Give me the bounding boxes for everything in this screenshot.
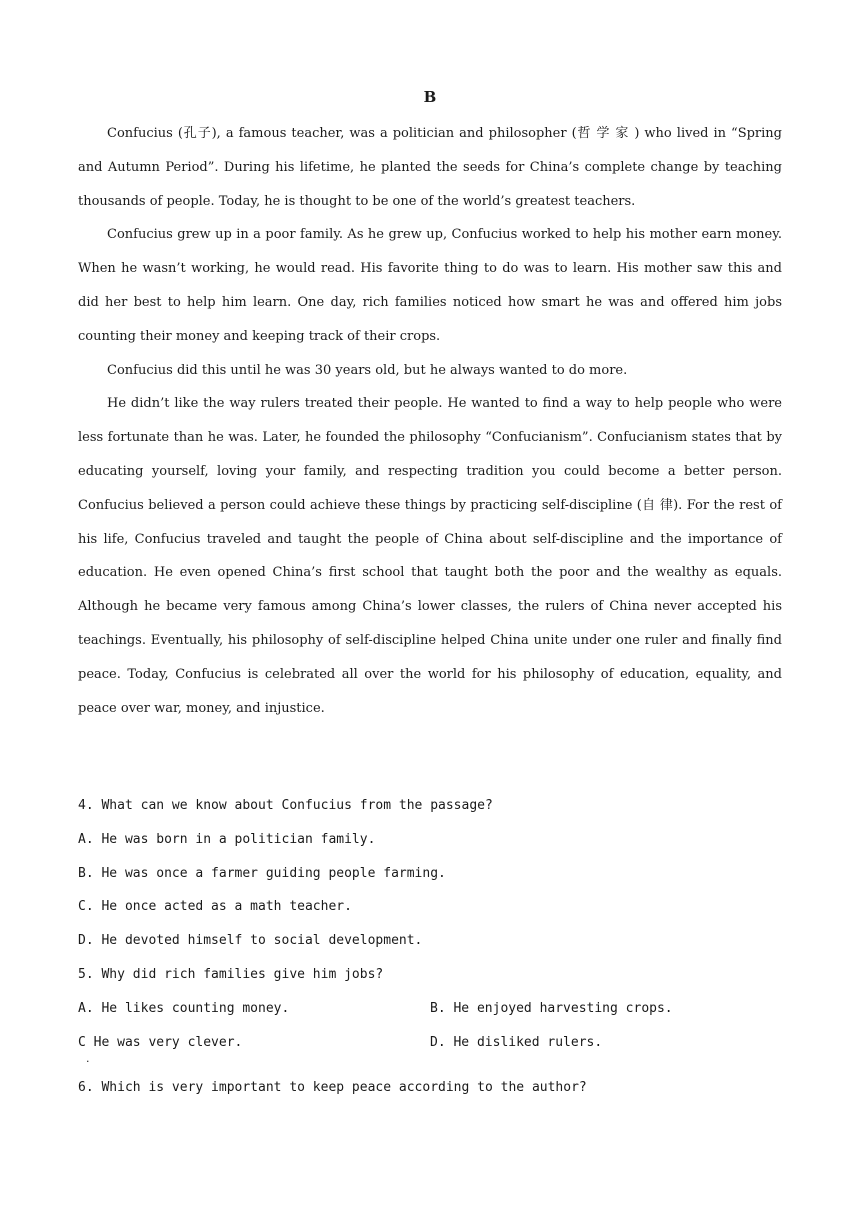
stray-dot-mark: . bbox=[86, 1052, 90, 1065]
question-5-option-b: B. He enjoyed harvesting crops. bbox=[430, 1000, 673, 1016]
question-5-options-row-1 bbox=[78, 992, 782, 1026]
question-6 bbox=[78, 1071, 782, 1105]
question-5 bbox=[78, 958, 782, 1059]
question-4-option-b: B. He was once a farmer guiding people farming. bbox=[78, 865, 446, 881]
question-4-option-c: C. He once acted as a math teacher. bbox=[78, 899, 352, 915]
question-4 bbox=[78, 789, 782, 958]
question-5-options-row-2 bbox=[78, 1026, 782, 1060]
question-4-option-d: D. He devoted himself to social development. bbox=[78, 933, 423, 949]
passage-paragraph-3: Confucius did this until he was 30 years old, but he always wanted to do more. bbox=[107, 362, 628, 378]
question-4-option-a: A. He was born in a politician family. bbox=[78, 831, 376, 847]
question-4-stem: 4. What can we know about Confucius from the passage? bbox=[78, 798, 493, 813]
passage-paragraph-2: Confucius grew up in a poor family. As he grew up, Confucius worked to help his mother earn money. When he wasn’t working, he would read. His favorite thing to do was to learn. His mother saw this and did her best to help him learn. One day, rich families noticed how smart he was and offered him jobs counting their money and keeping track of their crops. bbox=[78, 227, 782, 344]
question-5-option-d: D. He disliked rulers. bbox=[430, 1034, 603, 1050]
question-5-option-c: C He was very clever. bbox=[78, 1034, 243, 1050]
question-5-option-a: A. He likes counting money. bbox=[78, 1000, 290, 1016]
question-6-stem: 6. Which is very important to keep peace according to the author? bbox=[78, 1080, 587, 1095]
passage-paragraph-4: He didn’t like the way rulers treated their people. He wanted to find a way to help people who were less fortunate than he was. Later, he founded the philosophy “Confucianism”. Confucianism states that by educating yourself, loving your family, and respecting tradition you could become a better person. Confucius believed a person could achieve these things by practicing self-discipline (自 律). For the rest of his life, Confucius traveled and taught the people of China about self-discipline and the importance of education. He even opened China’s first school that taught both the poor and the wealthy as equals. Although he became very famous among China’s lower classes, the rulers of China never accepted his teachings. Eventually, his philosophy of self-discipline helped China unite under one ruler and finally find peace. Today, Confucius is celebrated all over the world for his philosophy of education, equality, and peace over war, money, and injustice. bbox=[78, 396, 782, 716]
reading-passage bbox=[78, 117, 782, 725]
section-label: B bbox=[423, 88, 437, 106]
question-5-stem: 5. Why did rich families give him jobs? bbox=[78, 967, 384, 982]
passage-paragraph-1: Confucius (孔子), a famous teacher, was a politician and philosopher (哲 学 家 ) who lived in “Spring and Autumn Period”. During his lifetime, he planted the seeds for China’s complete change by teaching thousands of people. Today, he is thought to be one of the world’s greatest teachers. bbox=[78, 126, 782, 209]
